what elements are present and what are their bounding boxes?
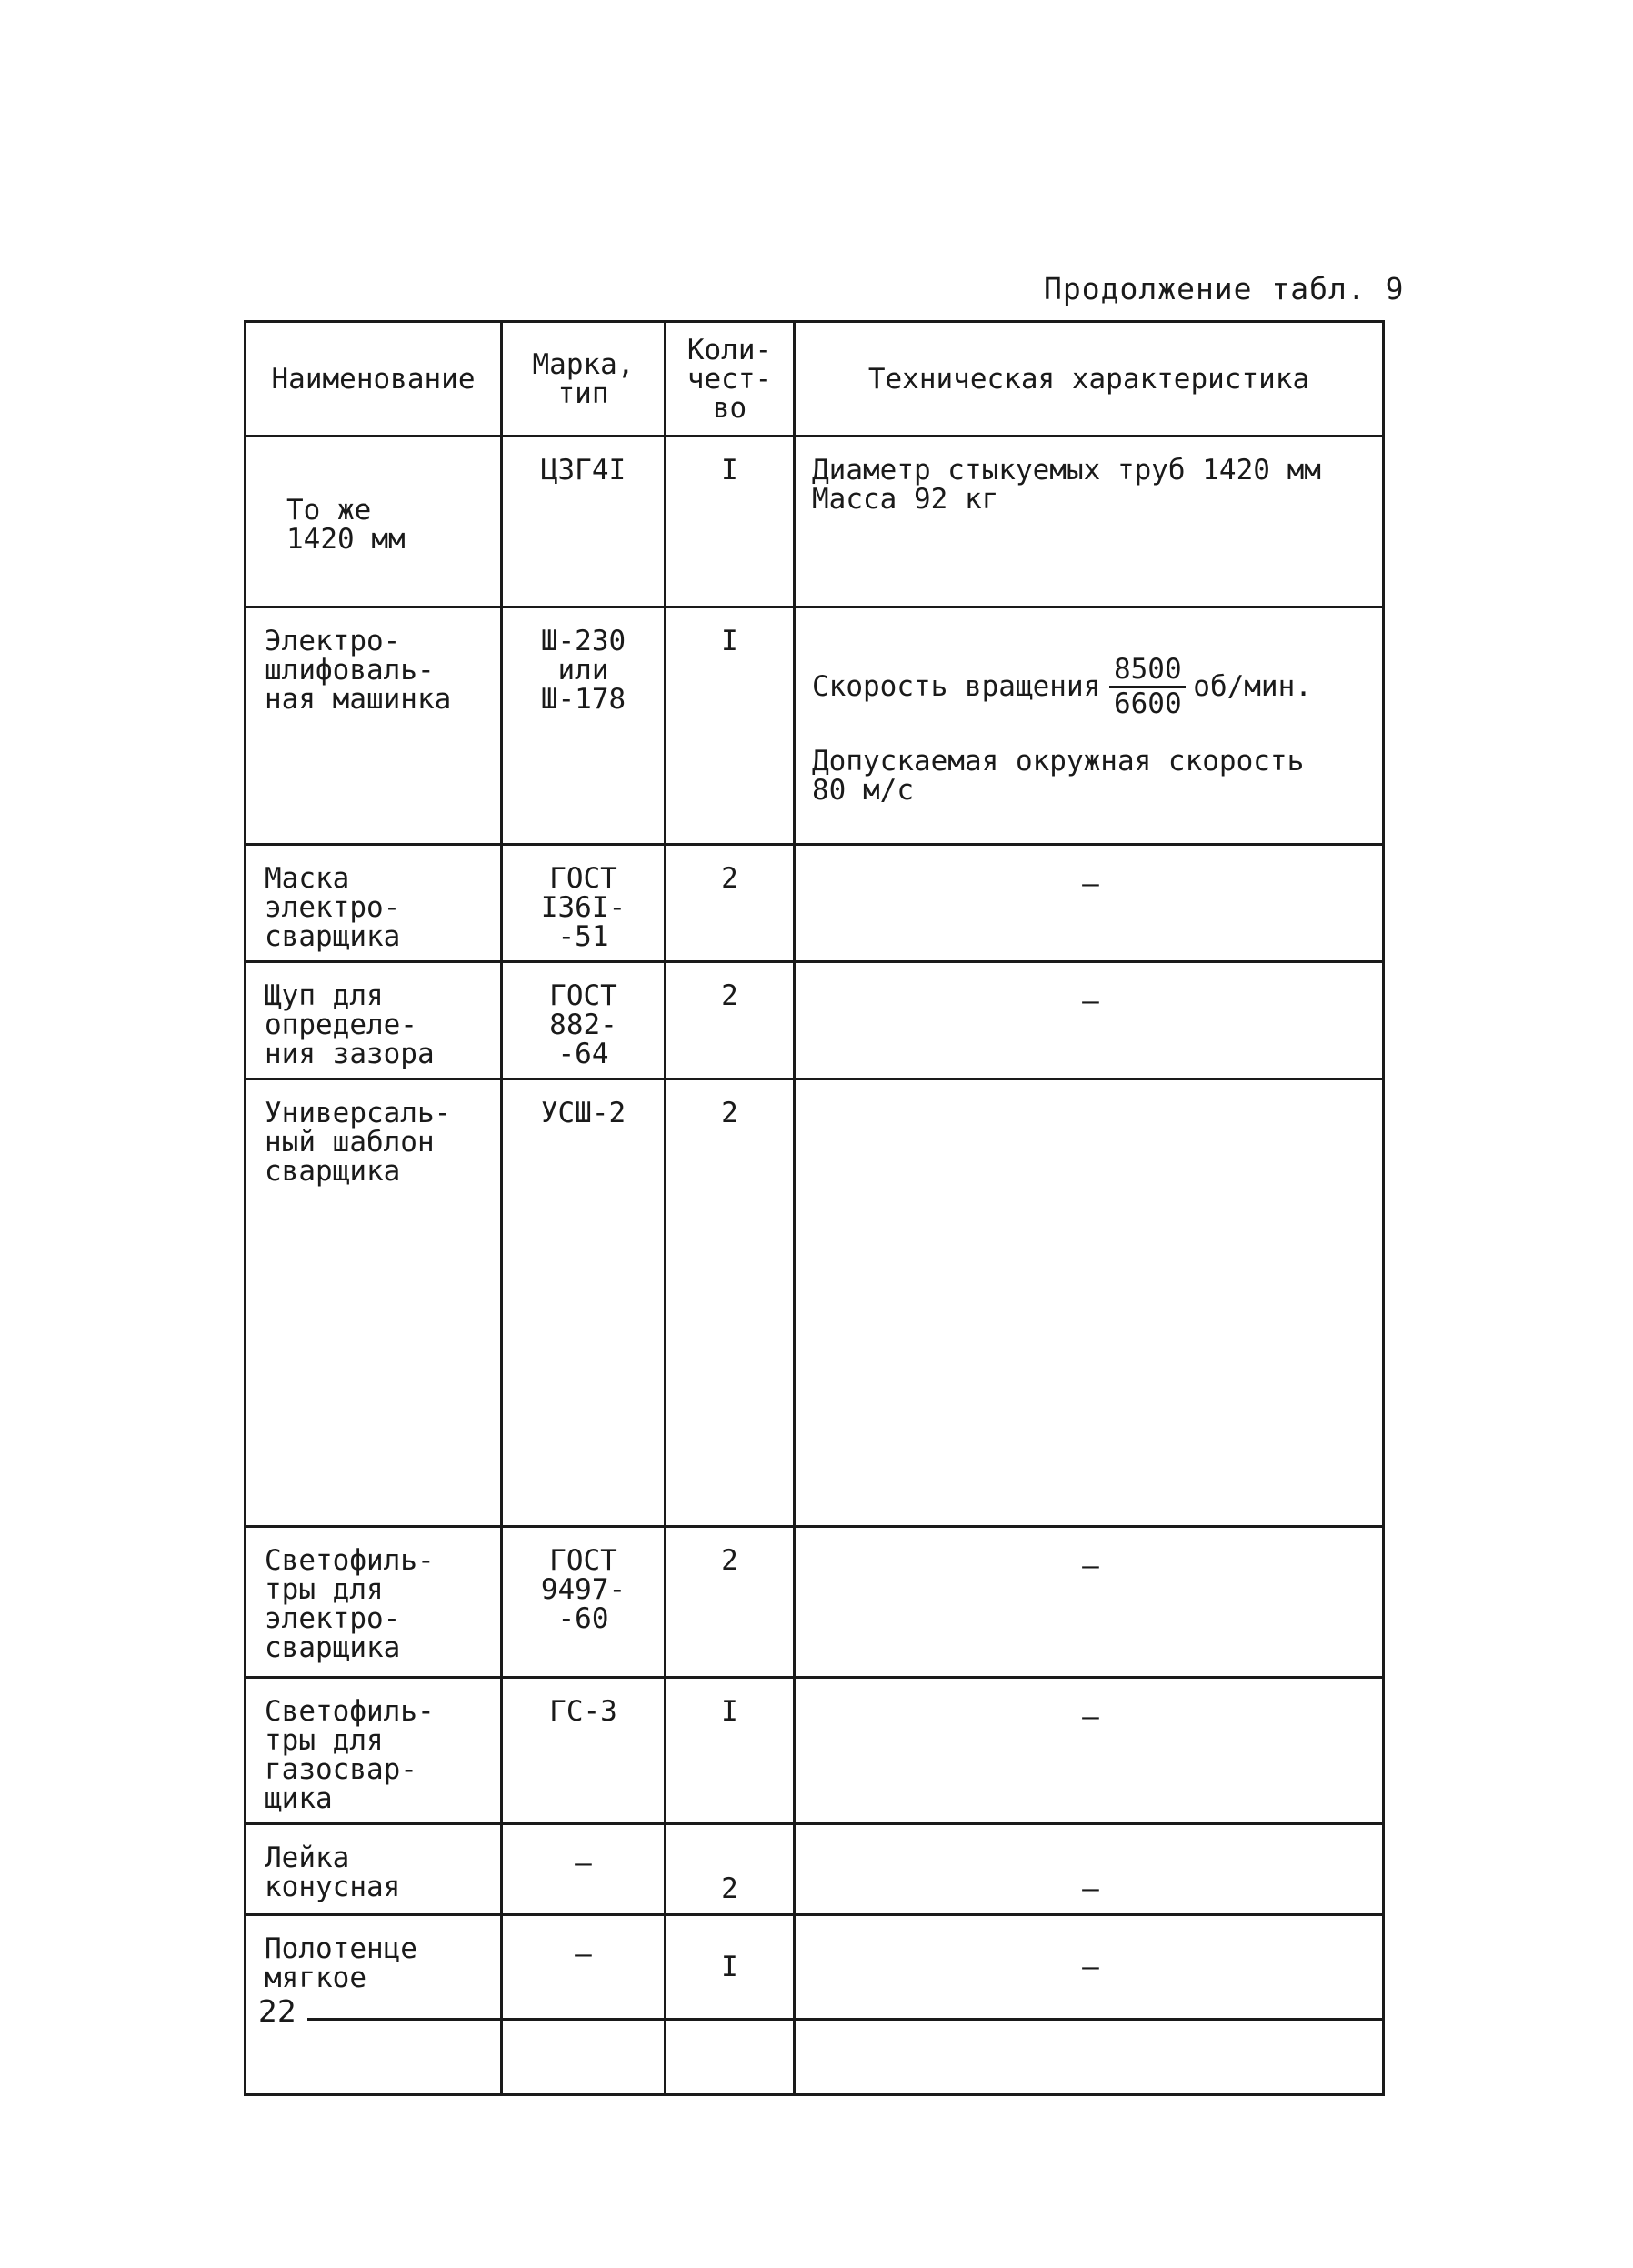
header-name: Наименование	[245, 322, 502, 437]
cell-brand: –	[502, 1915, 666, 2095]
table-row	[245, 845, 1384, 962]
cell-name: Светофиль- тры для электро- сварщика	[245, 1527, 502, 1678]
table-row	[245, 437, 1384, 607]
cell-brand: Ш-230 или Ш-178	[502, 607, 666, 845]
cell-quantity: 2	[666, 1527, 795, 1678]
cell-name: Маска электро- сварщика	[245, 845, 502, 962]
cell-brand: УСШ-2	[502, 1079, 666, 1527]
cell-specification: –	[795, 1824, 1384, 1915]
cell-specification: –	[795, 962, 1384, 1079]
cell-specification: Диаметр стыкуемых труб 1420 мм Масса 92 кг	[795, 437, 1384, 607]
cell-brand: ГОСТ I36I- -51	[502, 845, 666, 962]
cell-specification: –	[795, 845, 1384, 962]
cell-name: Полотенце мягкое	[245, 1915, 502, 2095]
cell-name: То же 1420 мм	[245, 437, 502, 607]
table-row	[245, 607, 1384, 845]
cell-quantity: I	[666, 1915, 795, 2095]
page-number: 22	[258, 1993, 296, 2029]
cell-brand: ГС-3	[502, 1678, 666, 1824]
header-brand: Марка, тип	[502, 322, 666, 437]
peripheral-speed: Допускаемая окружная скорость 80 м/с	[812, 745, 1305, 807]
rotation-speed	[812, 653, 1369, 720]
cell-specification: –	[795, 1527, 1384, 1678]
cell-quantity: 2	[666, 962, 795, 1079]
header-specification: Техническая характеристика	[795, 322, 1384, 437]
rotation-speed-unit: об/мин.	[1193, 670, 1312, 703]
table-row	[245, 1527, 1384, 1678]
cell-name: Электро- шлифоваль- ная машинка	[245, 607, 502, 845]
cell-quantity: 2	[666, 1824, 795, 1915]
cell-quantity: 2	[666, 1079, 795, 1527]
table-row	[245, 1079, 1384, 1527]
page-bottom-rule	[307, 2018, 1382, 2021]
table-row	[245, 1678, 1384, 1824]
cell-name: Универсаль- ный шаблон сварщика	[245, 1079, 502, 1527]
cell-name: Лейка конусная	[245, 1824, 502, 1915]
cell-specification: –	[795, 1915, 1384, 2095]
cell-quantity: I	[666, 437, 795, 607]
rotation-speed-fraction	[1109, 653, 1186, 720]
equipment-table	[244, 320, 1385, 2096]
cell-name: Щуп для определе- ния зазора	[245, 962, 502, 1079]
table-row	[245, 962, 1384, 1079]
header-quantity: Коли- чест- во	[666, 322, 795, 437]
rotation-speed-numerator: 8500	[1113, 653, 1182, 686]
cell-brand: ГОСТ 882- -64	[502, 962, 666, 1079]
cell-specification	[795, 1079, 1384, 1527]
rotation-speed-label: Скорость вращения	[812, 670, 1101, 703]
cell-brand: ГОСТ 9497- -60	[502, 1527, 666, 1678]
cell-quantity: I	[666, 1678, 795, 1824]
cell-brand: –	[502, 1824, 666, 1915]
table-row	[245, 1915, 1384, 2095]
table-row	[245, 1824, 1384, 1915]
cell-quantity: 2	[666, 845, 795, 962]
cell-name: Светофиль- тры для газосвар- щика	[245, 1678, 502, 1824]
cell-specification	[795, 607, 1384, 845]
cell-quantity: I	[666, 607, 795, 845]
cell-brand: ЦЗГ4I	[502, 437, 666, 607]
cell-specification: –	[795, 1678, 1384, 1824]
table-header-row	[245, 322, 1384, 437]
rotation-speed-denominator: 6600	[1113, 687, 1182, 720]
table-continuation-label: Продолжение табл. 9	[1044, 271, 1405, 306]
